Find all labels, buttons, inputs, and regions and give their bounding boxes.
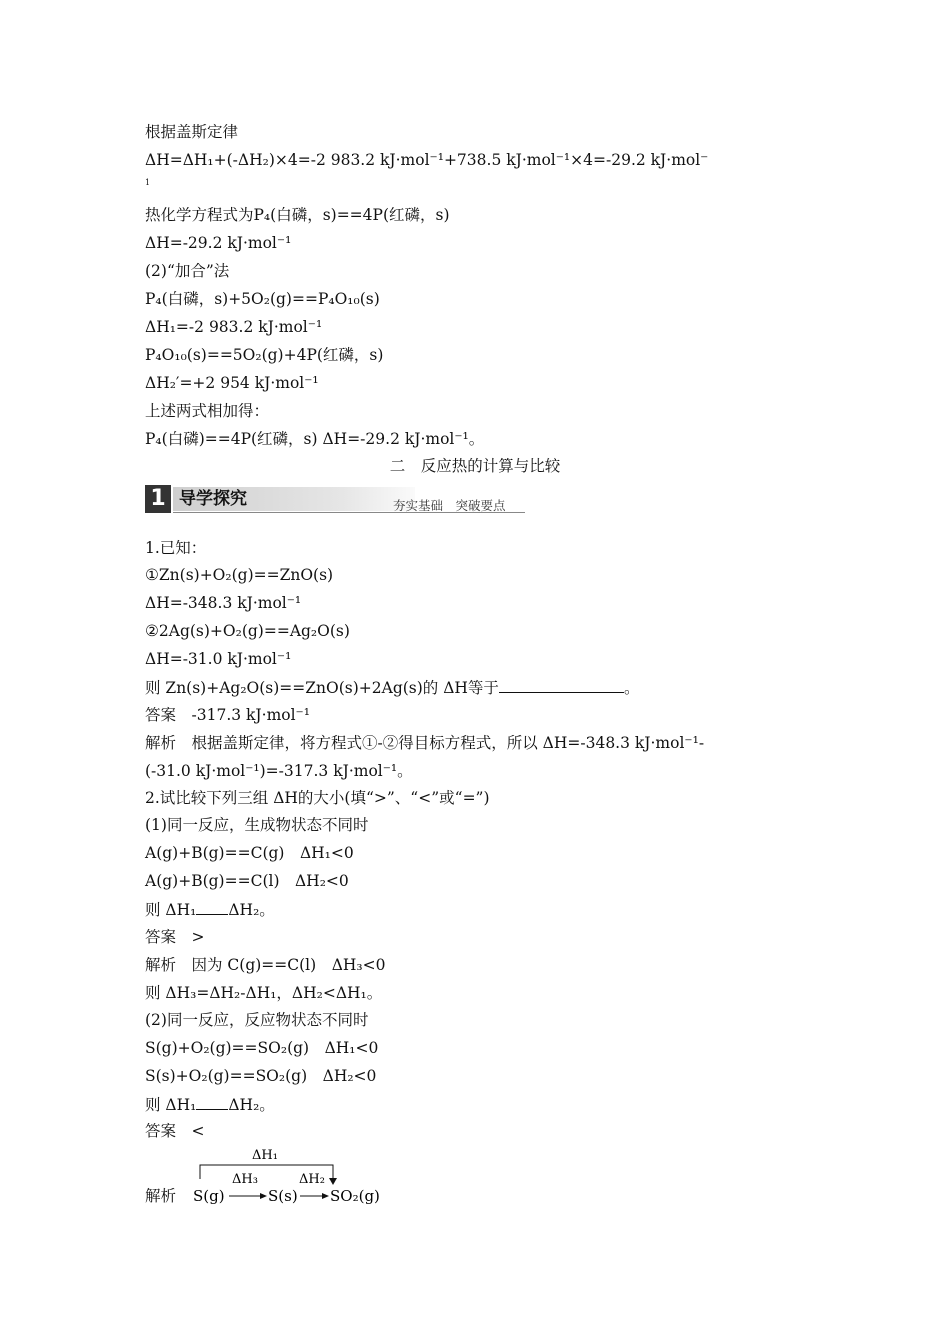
text-line: P₄(白磷，s)+5O₂(g)==P₄O₁₀(s) xyxy=(145,290,380,308)
banner-subtitle: 夯实基础 突破要点 xyxy=(393,498,506,513)
equation: A(g)+B(g)==C(l) ΔH₂<0 xyxy=(145,872,349,890)
enthalpy-path-diagram xyxy=(140,1145,400,1215)
dh1-arrowhead xyxy=(329,1178,337,1185)
equation: ①Zn(s)+O₂(g)==ZnO(s) xyxy=(145,566,334,584)
diagram-node-so2: SO₂(g) xyxy=(330,1187,380,1205)
section-banner xyxy=(145,485,525,515)
text-line: ΔH₂′=+2 954 kJ·mol⁻¹ xyxy=(145,374,319,392)
answer-line: 答案 > xyxy=(145,928,205,946)
analysis-line: 解析 根据盖斯定律，将方程式①-②得目标方程式，所以 ΔH=-348.3 kJ·mol⁻¹- xyxy=(145,734,705,752)
text-line: P₄(白磷)==4P(红磷，s) ΔH=-29.2 kJ·mol⁻¹。 xyxy=(145,430,485,448)
analysis-line: 解析 因为 C(g)==C(l) ΔH₃<0 xyxy=(145,956,386,974)
equation: S(s)+O₂(g)==SO₂(g) ΔH₂<0 xyxy=(145,1067,377,1085)
answer-line: 答案 -317.3 kJ·mol⁻¹ xyxy=(145,706,310,724)
section-heading: 二 反应热的计算与比较 xyxy=(389,457,561,475)
prompt-end: ΔH₂。 xyxy=(228,901,275,919)
prompt-text: 则 ΔH₁ xyxy=(145,1096,197,1114)
enthalpy-value: ΔH=-31.0 kJ·mol⁻¹ xyxy=(145,650,292,668)
wrap-fragment: 1 xyxy=(145,178,151,187)
arrow-dh2-head xyxy=(322,1193,329,1199)
question-1-prompt xyxy=(145,677,639,698)
text-line: 上述两式相加得： xyxy=(145,402,270,420)
arrow-dh3-head xyxy=(260,1193,267,1199)
prompt-end: ΔH₂。 xyxy=(228,1096,275,1114)
text-line: P₄O₁₀(s)==5O₂(g)+4P(红磷，s) xyxy=(145,346,384,364)
subquestion-heading: (2)同一反应，反应物状态不同时 xyxy=(145,1011,369,1029)
analysis-label: 解析 xyxy=(145,1187,177,1205)
banner-number-badge: 1 xyxy=(145,485,171,513)
analysis-line: (-31.0 kJ·mol⁻¹)=-317.3 kJ·mol⁻¹。 xyxy=(145,762,413,780)
comparison-prompt xyxy=(145,899,275,920)
question-2-intro: 2.试比较下列三组 ΔH的大小(填“>”、“<”或“=”) xyxy=(145,789,490,807)
enthalpy-value: ΔH=-348.3 kJ·mol⁻¹ xyxy=(145,594,302,612)
banner-title: 导学探究 xyxy=(179,489,247,509)
analysis-line: 则 ΔH₃=ΔH₂-ΔH₁，ΔH₂<ΔH₁。 xyxy=(145,984,383,1002)
subquestion-heading: (1)同一反应，生成物状态不同时 xyxy=(145,816,369,834)
text-line: 根据盖斯定律 xyxy=(145,123,239,141)
question-1-intro: 1.已知： xyxy=(145,539,207,557)
answer-blank xyxy=(196,899,228,915)
comparison-prompt xyxy=(145,1094,275,1115)
equation: ②2Ag(s)+O₂(g)==Ag₂O(s) xyxy=(145,622,350,640)
diagram-label-dh1: ΔH₁ xyxy=(252,1148,278,1163)
text-line: ΔH=ΔH₁+(-ΔH₂)×4=-2 983.2 kJ·mol⁻¹+738.5 kJ·mol⁻¹×4=-29.2 kJ·mol⁻ xyxy=(145,151,709,169)
prompt-end: 。 xyxy=(623,679,640,697)
text-line: ΔH=-29.2 kJ·mol⁻¹ xyxy=(145,234,292,252)
prompt-text: 则 ΔH₁ xyxy=(145,901,197,919)
equation: A(g)+B(g)==C(g) ΔH₁<0 xyxy=(145,844,354,862)
answer-blank xyxy=(499,677,624,693)
text-line: (2)“加合”法 xyxy=(145,262,230,280)
diagram-label-dh2: ΔH₂ xyxy=(299,1172,325,1187)
text-line: ΔH₁=-2 983.2 kJ·mol⁻¹ xyxy=(145,318,323,336)
diagram-label-dh3: ΔH₃ xyxy=(232,1172,258,1187)
diagram-node-sg: S(g) xyxy=(193,1187,225,1205)
answer-line: 答案 < xyxy=(145,1122,205,1140)
diagram-node-ss: S(s) xyxy=(268,1187,298,1205)
prompt-text: 则 Zn(s)+Ag₂O(s)==ZnO(s)+2Ag(s)的 ΔH等于 xyxy=(145,679,499,697)
answer-blank xyxy=(196,1094,228,1110)
text-line: 热化学方程式为P₄(白磷，s)==4P(红磷，s) xyxy=(145,206,450,224)
equation: S(g)+O₂(g)==SO₂(g) ΔH₁<0 xyxy=(145,1039,379,1057)
